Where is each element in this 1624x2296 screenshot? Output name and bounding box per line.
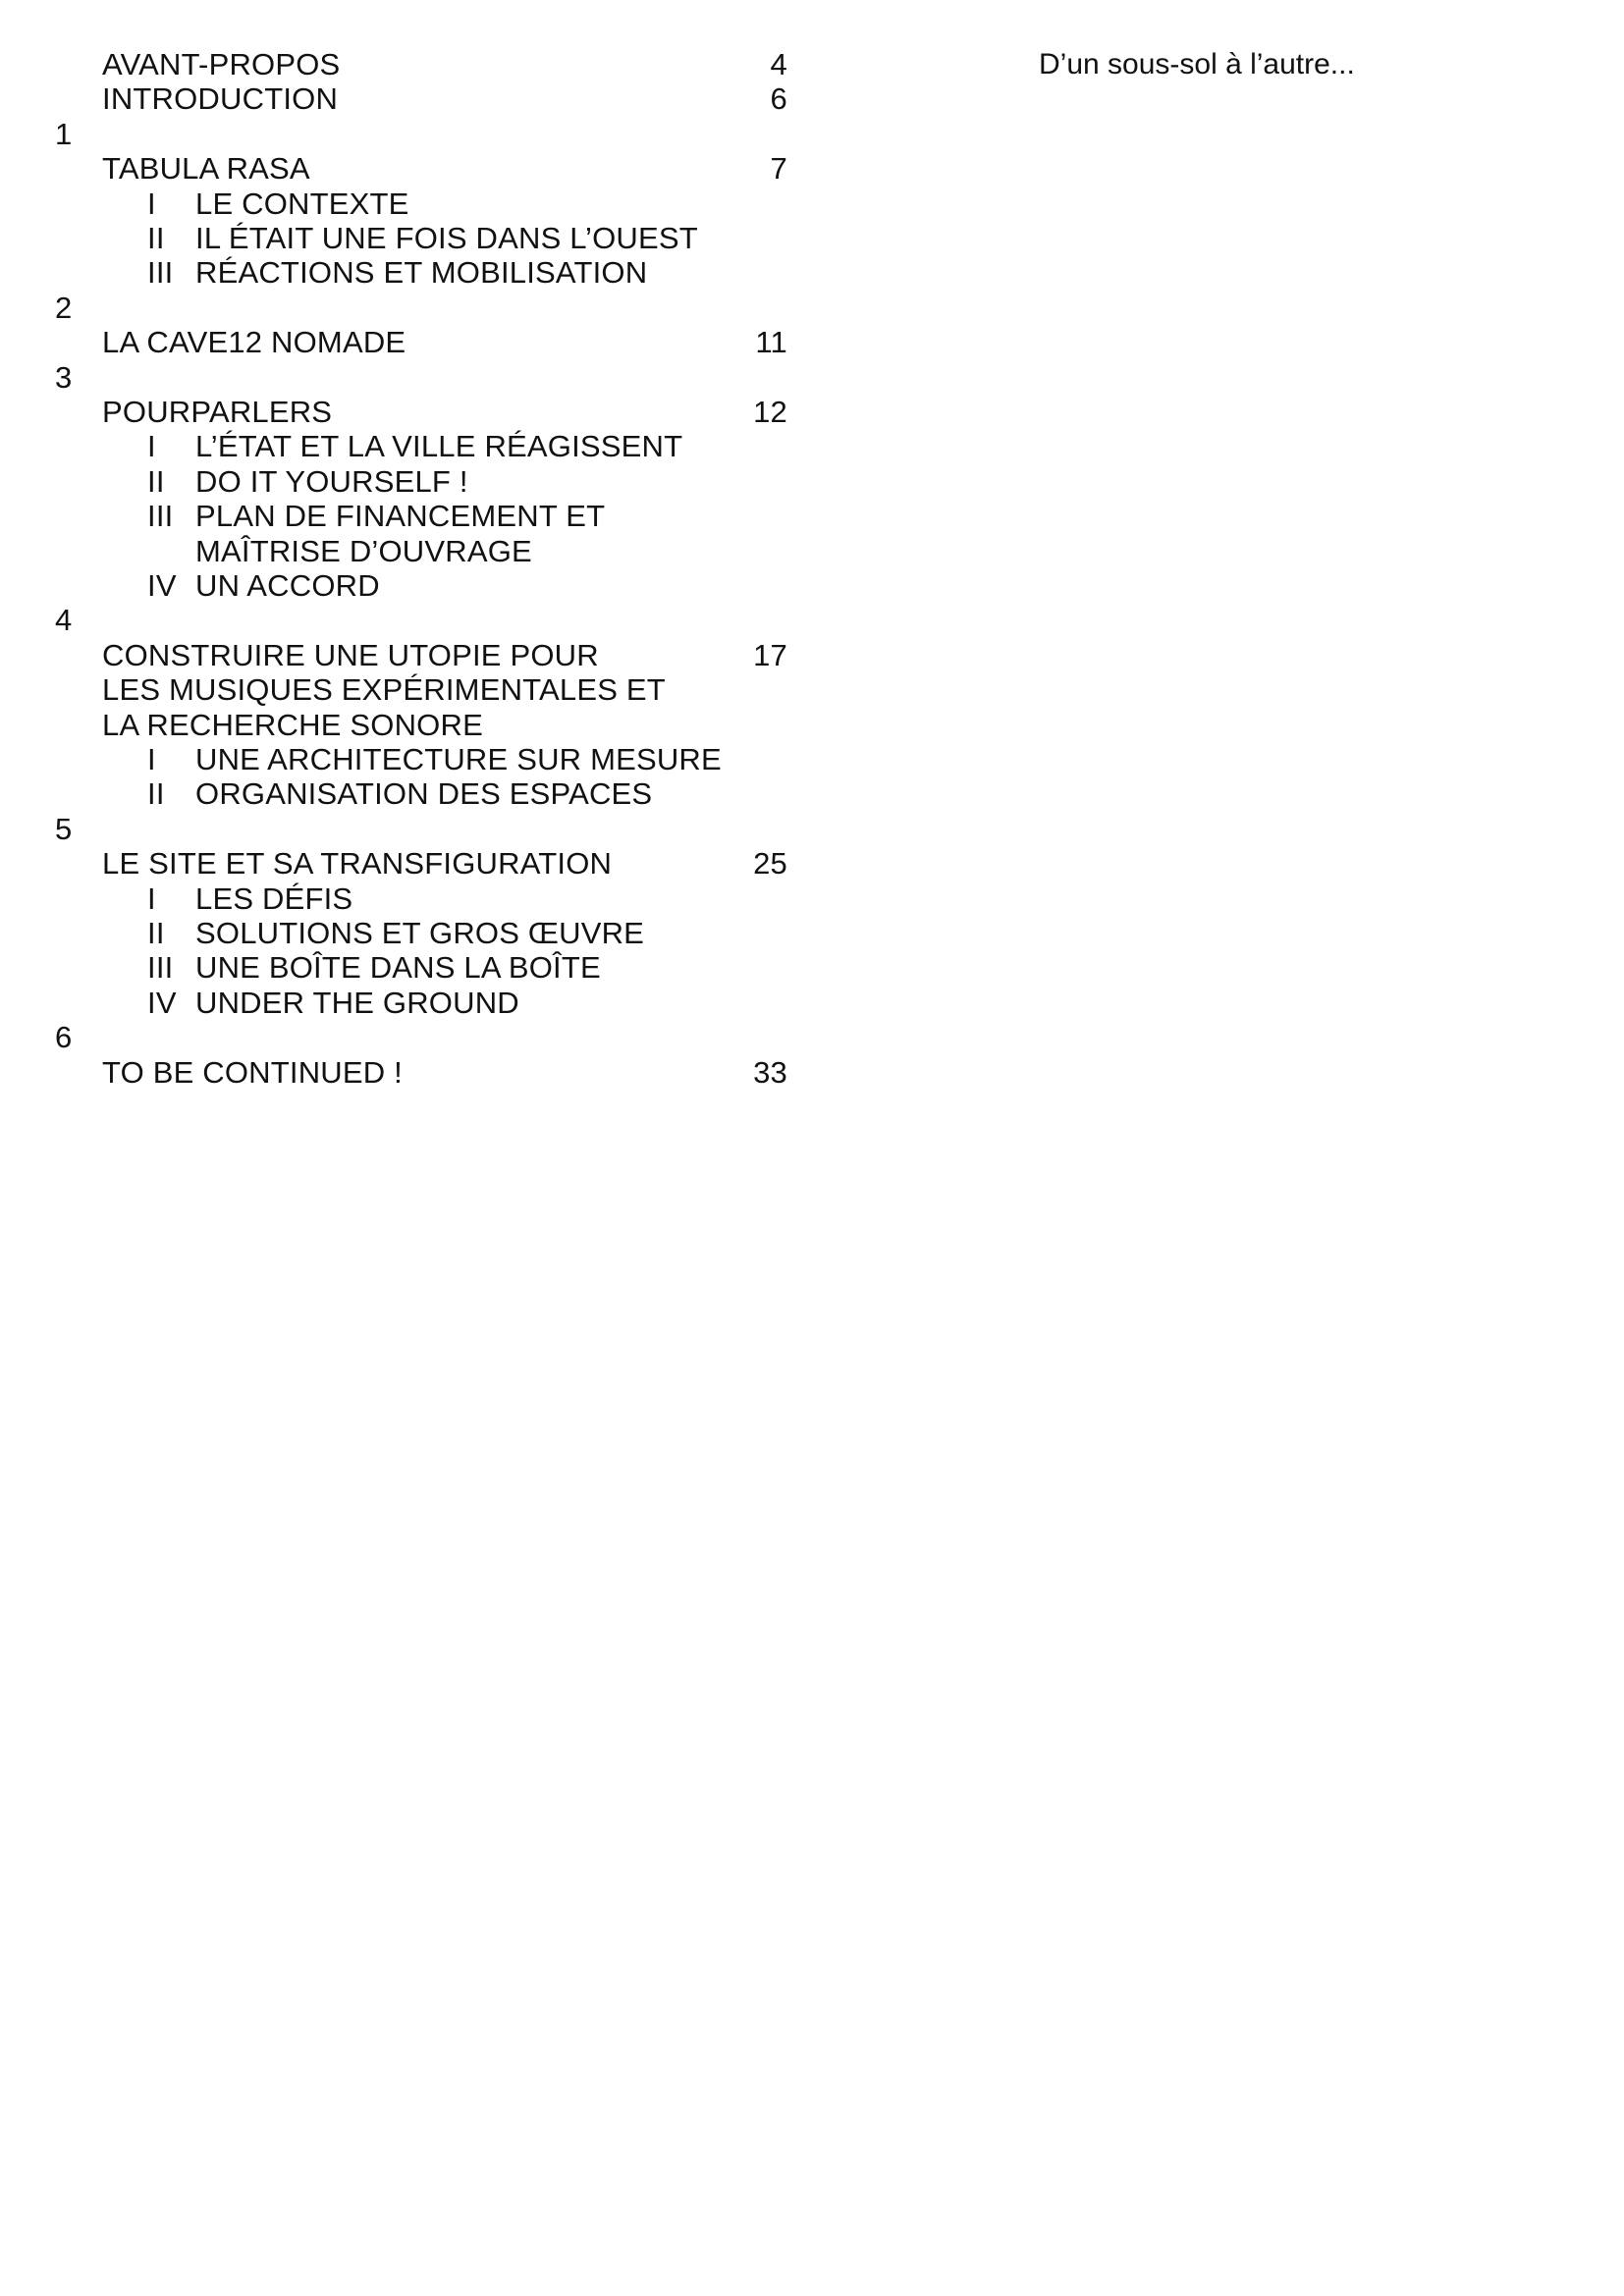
section-title: UNDER THE GROUND [195,985,519,1020]
chapter-number: 2 [55,290,73,325]
section-title: UN ACCORD [195,568,380,603]
section-title: PLAN DE FINANCEMENT ET [195,499,606,534]
toc-page-number: 33 [753,1054,787,1090]
chapter-title: LES MUSIQUES EXPÉRIMENTALES ET [102,672,666,708]
chapter-title: LA RECHERCHE SONORE [102,707,483,742]
section-title: L’ÉTAT ET LA VILLE RÉAGISSENT [195,429,683,464]
toc-page-number: 17 [753,637,787,672]
section-numeral: II [147,916,165,950]
toc-page-number: 4 [770,47,787,81]
section-title: UNE BOÎTE DANS LA BOÎTE [195,950,601,986]
chapter-title: CONSTRUIRE UNE UTOPIE POUR [102,637,599,672]
section-title: RÉACTIONS ET MOBILISATION [195,255,648,291]
chapter-title: POURPARLERS [102,395,333,429]
section-numeral: III [147,950,174,986]
section-numeral: IV [147,568,177,603]
toc-page-number: 6 [770,81,787,117]
section-numeral: I [147,742,156,776]
toc-front-title: AVANT-PROPOS [102,47,341,81]
chapter-number: 6 [55,1020,73,1055]
section-numeral: III [147,255,174,291]
section-title: LE CONTEXTE [195,186,409,221]
section-title: DO IT YOURSELF ! [195,463,468,499]
toc-page-number: 25 [753,846,787,881]
section-title: UNE ARCHITECTURE SUR MESURE [195,742,722,776]
chapter-title: TO BE CONTINUED ! [102,1054,403,1090]
section-numeral: I [147,429,156,464]
section-numeral: II [147,776,165,812]
chapter-number: 4 [55,603,73,638]
section-title: MAÎTRISE D’OUVRAGE [195,533,532,568]
chapter-title: TABULA RASA [102,151,310,187]
chapter-number: 5 [55,811,73,846]
toc-page-number: 11 [755,325,787,360]
section-numeral: I [147,186,156,221]
toc-page-number: 12 [753,395,787,429]
section-title: IL ÉTAIT UNE FOIS DANS L’OUEST [195,221,698,255]
chapter-number: 3 [55,359,73,395]
section-numeral: II [147,463,165,499]
section-numeral: I [147,881,156,916]
running-title: D’un sous-sol à l’autre... [1039,48,1355,80]
section-title: LES DÉFIS [195,881,353,916]
section-numeral: IV [147,985,177,1020]
section-numeral: II [147,221,165,255]
chapter-title: LE SITE ET SA TRANSFIGURATION [102,846,613,881]
section-numeral: III [147,499,174,534]
chapter-number: 1 [55,116,73,151]
toc-page-number: 7 [770,151,787,187]
section-title: ORGANISATION DES ESPACES [195,776,653,812]
toc-front-title: INTRODUCTION [102,81,339,117]
section-title: SOLUTIONS ET GROS ŒUVRE [195,916,645,950]
chapter-title: LA CAVE12 NOMADE [102,325,406,360]
